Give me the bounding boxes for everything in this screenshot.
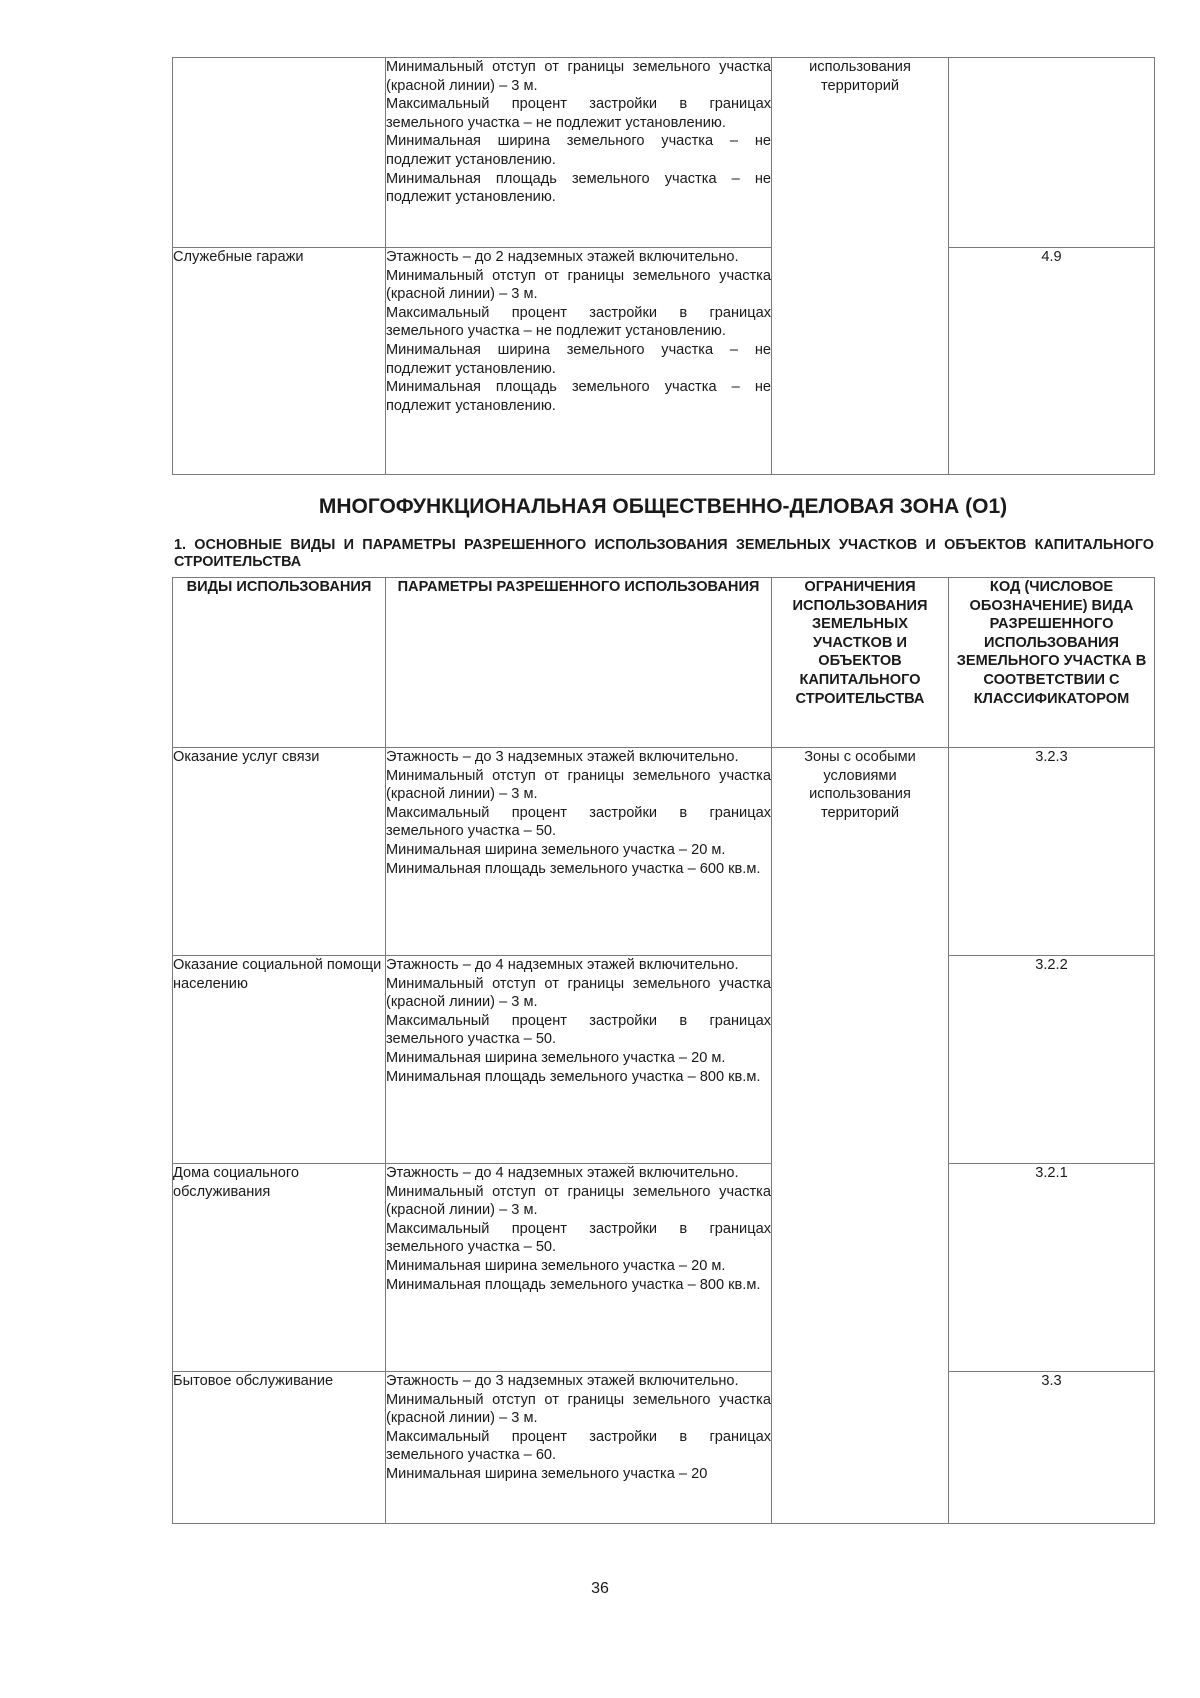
continuation-table xyxy=(172,57,1155,475)
use-kind-cell: Бытовое обслуживание xyxy=(173,1372,386,1524)
table-row xyxy=(173,1372,1155,1524)
param-line: Минимальный отступ от границы земельного участка (красной линии) – 3 м. xyxy=(386,975,771,1011)
limits-cell: использования территорий xyxy=(772,58,949,475)
params-cell xyxy=(386,1372,772,1524)
param-line: Этажность – до 3 надземных этажей включительно. xyxy=(386,1373,739,1389)
param-line: Минимальный отступ от границы земельного участка (красной линии) – 3 м. xyxy=(386,1183,771,1219)
code-cell: 4.9 xyxy=(949,248,1155,475)
param-line: Максимальный процент застройки в границах земельного участка – 60. xyxy=(386,1428,771,1464)
table-row xyxy=(173,956,1155,1164)
uses-table xyxy=(172,577,1155,1524)
table-row xyxy=(173,1164,1155,1372)
param-line: Максимальный процент застройки в границах земельного участка – не подлежит установлению. xyxy=(386,96,771,131)
table-row xyxy=(173,248,1155,475)
table-header-row xyxy=(173,578,1155,748)
code-cell: 3.2.2 xyxy=(949,956,1155,1164)
table-row xyxy=(173,748,1155,956)
param-line: Максимальный процент застройки в границах земельного участка – не подлежит установлению. xyxy=(386,304,771,340)
param-line: Минимальный отступ от границы земельного участка (красной линии) – 3 м. xyxy=(386,59,771,94)
header-limits: ОГРАНИЧЕНИЯ ИСПОЛЬЗОВАНИЯ ЗЕМЕЛЬНЫХ УЧАСТКОВ И ОБЪЕКТОВ КАПИТАЛЬНОГО СТРОИТЕЛЬСТВА xyxy=(772,578,949,748)
param-line: Минимальная ширина земельного участка – 20 м. xyxy=(386,1049,726,1066)
use-kind-cell: Дома социального обслуживания xyxy=(173,1164,386,1372)
header-code: КОД (ЧИСЛОВОЕ ОБОЗНАЧЕНИЕ) ВИДА РАЗРЕШЕННОГО ИСПОЛЬЗОВАНИЯ ЗЕМЕЛЬНОГО УЧАСТКА В СООТВЕТСТВИИ С КЛАССИФИКАТОРОМ xyxy=(949,578,1155,748)
params-cell xyxy=(386,248,772,475)
param-line: Максимальный процент застройки в границах земельного участка – 50. xyxy=(386,1220,771,1256)
param-line: Минимальная площадь земельного участка – не подлежит установлению. xyxy=(386,170,771,206)
params-cell xyxy=(386,748,772,956)
code-cell: 3.2.3 xyxy=(949,748,1155,956)
use-kind-cell: Оказание социальной помощи населению xyxy=(173,956,386,1164)
code-cell: 3.3 xyxy=(949,1372,1155,1524)
code-cell xyxy=(949,58,1155,248)
param-line: Минимальная площадь земельного участка – не подлежит установлению. xyxy=(386,379,771,414)
param-line: Максимальный процент застройки в границах земельного участка – 50. xyxy=(386,1012,771,1048)
param-line: Этажность – до 4 надземных этажей включительно. xyxy=(386,957,739,973)
param-line: Минимальная ширина земельного участка – 20 м. xyxy=(386,841,726,858)
param-line: Этажность – до 2 надземных этажей включительно. xyxy=(386,249,739,265)
params-cell xyxy=(386,956,772,1164)
param-line: Минимальный отступ от границы земельного участка (красной линии) – 3 м. xyxy=(386,267,771,303)
param-line: Максимальный процент застройки в границах земельного участка – 50. xyxy=(386,804,771,840)
param-line: Минимальная ширина земельного участка – 20 xyxy=(386,1465,708,1482)
param-line: Минимальная ширина земельного участка – 20 м. xyxy=(386,1257,726,1274)
params-cell xyxy=(386,58,772,248)
section-title: 1. ОСНОВНЫЕ ВИДЫ И ПАРАМЕТРЫ РАЗРЕШЕННОГО ИСПОЛЬЗОВАНИЯ ЗЕМЕЛЬНЫХ УЧАСТКОВ И ОБЪЕКТОВ КАПИТАЛЬНОГО СТРОИТЕЛЬСТВА xyxy=(174,537,1154,570)
limits-cell: Зоны с особыми условиями использования территорий xyxy=(772,748,949,1524)
param-line: Минимальная площадь земельного участка – 600 кв.м. xyxy=(386,860,761,877)
header-use-kind: ВИДЫ ИСПОЛЬЗОВАНИЯ xyxy=(173,578,386,748)
use-kind-cell: Оказание услуг связи xyxy=(173,748,386,956)
param-line: Минимальная площадь земельного участка – 800 кв.м. xyxy=(386,1068,761,1085)
param-line: Минимальный отступ от границы земельного участка (красной линии) – 3 м. xyxy=(386,1391,771,1427)
param-line: Минимальная площадь земельного участка – 800 кв.м. xyxy=(386,1276,761,1293)
param-line: Этажность – до 3 надземных этажей включительно. xyxy=(386,749,739,765)
code-cell: 3.2.1 xyxy=(949,1164,1155,1372)
header-params: ПАРАМЕТРЫ РАЗРЕШЕННОГО ИСПОЛЬЗОВАНИЯ xyxy=(386,578,772,748)
param-line: Минимальный отступ от границы земельного участка (красной линии) – 3 м. xyxy=(386,767,771,803)
zone-title: МНОГОФУНКЦИОНАЛЬНАЯ ОБЩЕСТВЕННО-ДЕЛОВАЯ ЗОНА (О1) xyxy=(318,495,1008,518)
param-line: Минимальная ширина земельного участка – не подлежит установлению. xyxy=(386,133,771,168)
param-line: Минимальная ширина земельного участка – не подлежит установлению. xyxy=(386,341,771,377)
use-kind-cell: Служебные гаражи xyxy=(173,248,386,475)
param-line: Этажность – до 4 надземных этажей включительно. xyxy=(386,1165,739,1181)
table-row xyxy=(173,58,1155,248)
page-number: 36 xyxy=(591,1580,609,1597)
use-kind-cell xyxy=(173,58,386,248)
params-cell xyxy=(386,1164,772,1372)
